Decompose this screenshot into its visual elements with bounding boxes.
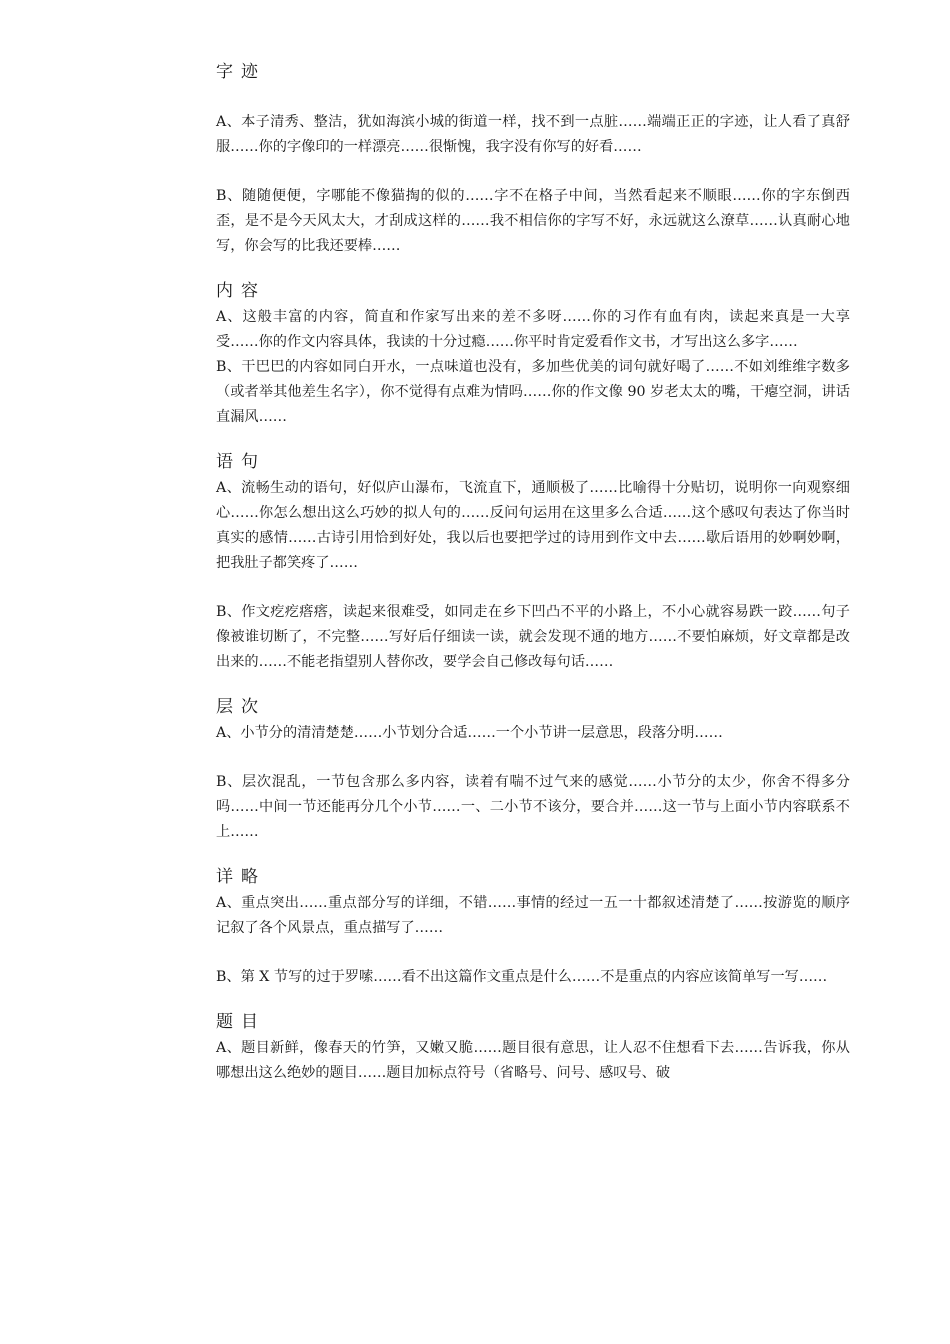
paragraph-b: B、作文疙疙瘩瘩，读起来很难受，如同走在乡下凹凸不平的小路上，不小心就容易跌一跤……句子像被谁切断了，不完整……写好后仔细读一读，就会发现不通的地方……不要怕麻烦，好文章都是改出来的……不能老指望别人替你改，要学会自己修改每句话……: [216, 604, 850, 670]
paragraph-a: A、本子清秀、整洁，犹如海滨小城的街道一样，找不到一点脏……端端正正的字迹，让人看了真舒服……你的字像印的一样漂亮……很惭愧，我字没有你写的好看……: [216, 114, 850, 155]
section-structure: [216, 693, 850, 845]
paragraph-a: A、这般丰富的内容，简直和作家写出来的差不多呀……你的习作有血有肉，读起来真是一大享受……你的作文内容具体，我读的十分过瘾……你平时肯定爱看作文书，才写出这么多字……: [216, 309, 850, 350]
section-title: 层次: [216, 697, 266, 717]
section-sentences: [216, 448, 850, 675]
paragraph-a: A、流畅生动的语句，好似庐山瀑布，飞流直下，通顺极了……比喻得十分贴切，说明你一向观察细心……你怎么想出这么巧妙的拟人句的……反问句运用在这里多么合适……这个感叹句表达了你当时真实的感情……古诗引用恰到好处，我以后也要把学过的诗用到作文中去……歇后语用的妙啊妙啊，把我肚子都笑疼了……: [216, 480, 850, 571]
document-page: [216, 58, 850, 1086]
section-title: 内容: [216, 281, 266, 301]
paragraph-a: A、题目新鲜，像春天的竹笋，又嫩又脆……题目很有意思，让人忍不住想看下去……告诉我，你从哪想出这么绝妙的题目……题目加标点符号（省略号、问号、感叹号、破: [216, 1040, 850, 1081]
section-title: 字迹: [216, 62, 266, 82]
section-handwriting: [216, 58, 850, 259]
section-title: 语句: [216, 452, 266, 472]
paragraph-a: A、小节分的清清楚楚……小节划分合适……一个小节讲一层意思，段落分明……: [216, 725, 723, 741]
paragraph-b: B、第 X 节写的过于罗嗦……看不出这篇作文重点是什么……不是重点的内容应该简单写一写……: [216, 969, 828, 985]
section-title-topic: [216, 1008, 850, 1086]
section-title: 详略: [216, 867, 266, 887]
section-title: 题目: [216, 1012, 266, 1032]
paragraph-a: A、重点突出……重点部分写的详细，不错……事情的经过一五一十都叙述清楚了……按游览的顺序记叙了各个风景点，重点描写了……: [216, 895, 850, 936]
paragraph-b: B、随随便便，字哪能不像猫掏的似的……字不在格子中间，当然看起来不顺眼……你的字东倒西歪，是不是今天风太大，才刮成这样的……我不相信你的字写不好，永远就这么潦草……认真耐心地写，你会写的比我还要棒……: [216, 188, 850, 254]
paragraph-b: B、层次混乱，一节包含那么多内容，读着有喘不过气来的感觉……小节分的太少，你舍不得多分吗……中间一节还能再分几个小节……一、二小节不该分，要合并……这一节与上面小节内容联系不上……: [216, 774, 850, 840]
section-content: [216, 277, 850, 430]
section-detail: [216, 863, 850, 990]
paragraph-b: B、干巴巴的内容如同白开水，一点味道也没有，多加些优美的词句就好喝了……不如刘维维字数多（或者举其他差生名字），你不觉得有点难为情吗……你的作文像 90 岁老太太的嘴，干瘪空洞，讲话直漏风……: [216, 359, 850, 425]
